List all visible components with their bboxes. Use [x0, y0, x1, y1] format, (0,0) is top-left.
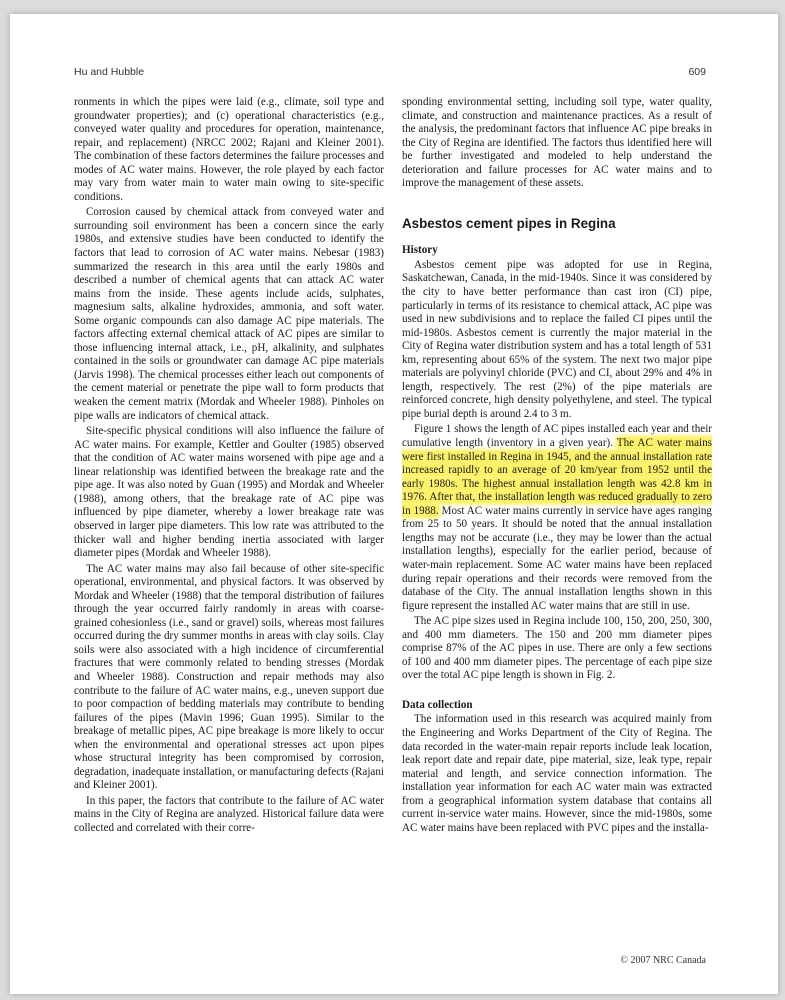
running-head-authors: Hu and Hubble	[74, 66, 145, 78]
right-column	[402, 96, 712, 837]
page-number: 609	[688, 66, 706, 78]
paragraph: Site-specific physical conditions will also influence the failure of AC water mains. For example, Kettler and Goulter (1985) observed that the condition of AC water mains worsened with pipe age and a linear relationship was identified between the breakage rate and the pipe age. It was also noted by Guan (1995) and Mordak and Wheeler (1988), among others, that the breakage rate of AC pipe was influenced by pipe diameter, whereby a lower breakage rate was observed in larger pipe diameters. This low rate was attributed to the thicker wall and higher bending inertia associated with larger diameter pipes (Mordak and Wheeler 1988).	[74, 425, 384, 560]
paragraph: Corrosion caused by chemical attack from conveyed water and surrounding soil environment has been a concern since the early 1980s, and extensive studies have been conducted to identify the factors that lead to corrosion of AC water mains. Nebesar (1983) summarized the research in this area until the early 1980s and described a number of chemical agents that can attack AC water mains from the inside. These agents include acids, sulphates, magnesium salts, alkaline hydroxides, ammonia, and soft water. Some organic compounds can also damage AC pipe materials. The factors affecting external chemical attack of AC pipes are similar to those influencing internal attack, i.e., pH, alkalinity, and sulphates contained in the soils or groundwater can damage AC pipe materials (Jarvis 1998). The chemical processes either leach out components of the cement material or penetrate the pipe wall to form products that weaken the cement matrix (Mordak and Wheeler 1988). Pinholes on pipe walls are indicators of chemical attack.	[74, 206, 384, 422]
text-run: Most AC water mains currently in service have ages ranging from 25 to 50 years. It should be noted that the annual installation lengths may not be accurate (i.e., they may be lower than the actual installation lengths), especially for the earlier period, because of water-main replacement. Some AC water mains have been replaced during repair operations and their records were removed from the database of the City. The annual installation lengths shown in this figure represent the installed AC water mains that are still in use.	[402, 504, 712, 612]
text-run: Figure 1 shows the length of AC pipes installed each year and their cumulative length (inventory in a given year).	[402, 423, 712, 450]
section-heading: Asbestos cement pipes in Regina	[402, 215, 616, 231]
subsection-heading-data-collection: Data collection	[402, 698, 473, 711]
paragraph-with-highlight	[402, 423, 712, 613]
copyright-footer: © 2007 NRC Canada	[620, 955, 706, 966]
subsection-heading-history: History	[402, 244, 438, 257]
paragraph: ronments in which the pipes were laid (e.g., climate, soil type and groundwater properties); and (c) operational characteristics (e.g., conveyed water quality and procedures for operation, maintenance, repair, and replacement) (NRCC 2002; Rajani and Kleiner 2001). The combination of these factors determines the failure processes and modes of AC water mains. However, the role played by each factor may vary from water main to water main owing to site-specific conditions.	[74, 96, 384, 203]
paragraph: The AC pipe sizes used in Regina include 100, 150, 200, 250, 300, and 400 mm diameters. The 150 and 200 mm diameter pipes comprise 87% of the AC pipes in use. There are only a few sections of 100 and 400 mm diameter pipes. The percentage of each pipe size over the total AC pipe length is shown in Fig. 2.	[402, 615, 712, 682]
paragraph: sponding environmental setting, including soil type, water quality, climate, and construction and maintenance practices. As a result of the analysis, the predominant factors that influence AC pipe breaks in the City of Regina are identified. The factors thus identified here will be further investigated and modeled to help understand the deterioration and failure processes for AC water mains and to improve the management of these assets.	[402, 96, 712, 190]
running-head	[74, 66, 706, 78]
paragraph: The AC water mains may also fail because of other site-specific operational, environmental, and physical factors. It was observed by Mordak and Wheeler (1988) that the temporal distribution of failures through the year occurred fairly randomly in areas with coarse-grained cohesionless (i.e., sand or gravel) soils, whereas most failures occurred during the dry summer months in areas with clay soils. Clay soils were also associated with a high incidence of circumferential fractures that were commonly related to bending stresses (Mordak and Wheeler 1988). Construction and repair methods may also contribute to the failure of AC water mains, e.g., uneven support due to poor compaction of bedding materials may contribute to bending failures of the pipes (Mavin 1996; Guan 1995). Similar to the breakage of metallic pipes, AC pipe breakage is more likely to occur when the environmental and operational stresses act upon pipes whose structural integrity has been compromised by corrosion, degradation, inadequate installation, or manufacturing defects (Rajani and Kleiner 2001).	[74, 562, 384, 792]
left-column	[74, 96, 384, 838]
paragraph: Asbestos cement pipe was adopted for use in Regina, Saskatchewan, Canada, in the mid-1940s. Since it was considered by the city to have better performance than cast iron (CI) pipe, particularly in terms of its resistance to chemical attack, AC pipe was used in new subdivisions and to replace the failed CI pipes until the mid-1980s. Asbestos cement is currently the major material in the City of Regina water distribution system and has a total length of 531 km, representing about 65% of the system. The next two major pipe materials are polyvinyl chloride (PVC) and CI, about 29% and 4% in length, respectively. The rest (2%) of the pipe materials are reinforced concrete, high density polyethylene, and steel. The typical pipe burial depth is around 2.4 to 3 m.	[402, 258, 712, 420]
paragraph: In this paper, the factors that contribute to the failure of AC water mains in the City of Regina are analyzed. Historical failure data were collected and correlated with their corre-	[74, 794, 384, 834]
paragraph: The information used in this research was acquired mainly from the Engineering and Works Department of the City of Regina. The data recorded in the water-main repair reports include leak location, leak report date and repair date, pipe material, size, leak type, repair material and length, and service connection information. The installation year information for each AC water main was extracted from a geographical information system database that contains all current in-service water mains. However, since the mid-1980s, some AC water mains have been replaced with PVC pipes and the installa-	[402, 713, 712, 834]
journal-page	[10, 14, 778, 994]
highlighted-text[interactable]: The AC water mains were first installed in Regina in 1945, and the annual installation rate increased rapidly to an average of 20 km/year from 1952 until the early 1980s. The highest annual installation length was 42.8 km in 1976. After that, the installation length was reduced gradually to zero in 1988.	[402, 437, 712, 517]
